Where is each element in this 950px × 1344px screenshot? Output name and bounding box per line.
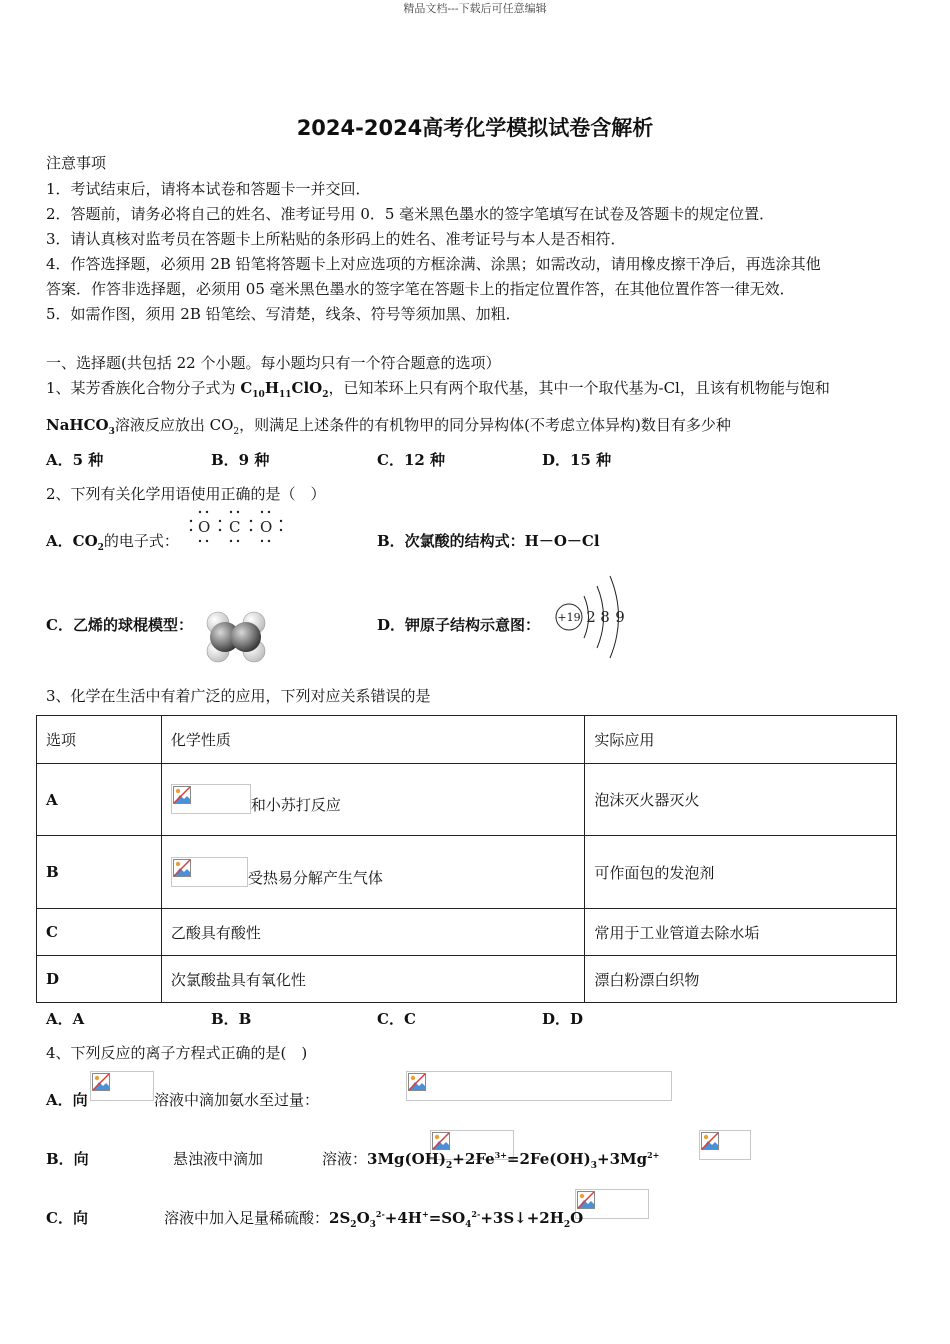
table-cell-use: 可作面包的发泡剂 [585,836,897,909]
q3-option-d: D．D [542,1010,584,1028]
q3-stem: 3、化学在生活中有着广泛的应用，下列对应关系错误的是 [46,687,431,705]
page-header: 精品文档---下载后可任意编辑 [403,2,547,15]
q4-stem: 4、下列反应的离子方程式正确的是( ) [46,1044,308,1062]
broken-image-icon [701,1132,719,1150]
co2-electron-dot-diagram [186,508,286,546]
q4-option-c-label: C．向 [46,1209,88,1227]
broken-image-icon [92,1073,110,1091]
table-cell-use: 常用于工业管道去除水垢 [585,909,897,956]
table-cell-option: B [37,836,162,909]
svg-text:+19: +19 [557,611,581,624]
notice-item: 1．考试结束后，请将本试卷和答题卡一并交回． [46,180,371,198]
missing-image-placeholder [171,857,248,887]
q4-option-a-text: 溶液中滴加氨水至过量： [154,1091,320,1109]
table-header-cell: 选项 [37,716,162,764]
notice-item: 答案．作答非选择题，必须用 05 毫米黑色墨水的签字笔在答题卡上的指定位置作答，在其他位置作答一律无效． [46,280,795,298]
table-header-row [37,716,897,764]
q1-option-d: D．15 种 [542,451,612,469]
q2-stem: 2、下列有关化学用语使用正确的是（ ） [46,485,326,503]
table-cell-use: 漂白粉漂白织物 [585,956,897,1003]
svg-text:8: 8 [600,608,610,626]
q2-option-d: D．钾原子结构示意图： [377,616,541,634]
q2-option-b: B．次氯酸的结构式：H－O－Cl [377,532,600,550]
q1-option-a: A．5 种 [46,451,104,469]
notice-item: 2．答题前，请务必将自己的姓名、准考证号用 0．5 毫米黑色墨水的签字笔填写在试卷及答题卡的规定位置． [46,205,775,223]
table-row [37,909,897,956]
table-cell-property: 次氯酸盐具有氧化性 [161,956,585,1003]
table-cell-property: 和小苏打反应 [161,764,585,836]
svg-text:2: 2 [586,608,596,626]
table-header-cell: 化学性质 [161,716,585,764]
table-cell-property: 受热易分解产生气体 [161,836,585,909]
table-row [37,764,897,836]
table-cell-use: 泡沫灭火器灭火 [585,764,897,836]
table-header-cell: 实际应用 [585,716,897,764]
q1-option-c: C．12 种 [377,451,446,469]
broken-image-icon [173,859,191,877]
ethylene-ball-stick-model [200,608,272,666]
section-heading: 一、选择题(共包括 22 个小题。每小题均只有一个符合题意的选项） [46,354,501,372]
q1-line1: 1、某芳香族化合物分子式为 $C_{10}H_{11}ClO_2$，已知苯环上只有两个取代基，其中一个取代基为-Cl，且该有机物能与饱和 [46,379,830,400]
q2-option-a: A．$CO_2$的电子式： [46,532,179,553]
q4-option-b-text: 悬浊液中滴加 [173,1150,264,1168]
notice-item: 5．如需作图，须用 2B 铅笔绘、写清楚，线条、符号等须加黑、加粗． [46,305,521,323]
svg-text:O: O [260,518,273,536]
table-cell-option: D [37,956,162,1003]
q1-line2: NaHCO$_3$溶液反应放出 $CO_2$，则满足上述条件的有机物甲的同分异构体(不考虑立体异构)数目有多少种 [46,416,731,437]
table-row [37,956,897,1003]
notice-item: 3．请认真核对监考员在答题卡上所粘贴的条形码上的姓名、准考证号与本人是否相符． [46,230,626,248]
svg-text:O: O [198,518,211,536]
q4-option-b-label: B．向 [46,1150,89,1168]
q1-option-b: B．9 种 [211,451,270,469]
missing-image-placeholder [90,1071,154,1101]
q3-option-c: C．C [377,1010,416,1028]
q3-option-a: A．A [46,1010,85,1028]
notice-item: 4．作答选择题，必须用 2B 铅笔将答题卡上对应选项的方框涂满、涂黑；如需改动，请用橡皮擦干净后，再选涂其他 [46,255,821,273]
notice-heading: 注意事项 [46,154,107,172]
q2-option-c: C．乙烯的球棍模型： [46,616,193,634]
table-cell-option: A [37,764,162,836]
svg-text:C: C [229,518,241,536]
broken-image-icon [173,786,191,804]
page-title: 2024-2024高考化学模拟试卷含解析 [296,116,654,140]
missing-image-placeholder [699,1130,751,1160]
missing-image-placeholder [406,1071,672,1101]
table-cell-option: C [37,909,162,956]
q4-option-b-equation: 溶液：$3Mg(OH)_2+2Fe^{3+}=2Fe(OH)_3+3Mg^{2+}$ [322,1150,660,1171]
missing-image-placeholder [171,784,251,814]
potassium-atom-structure-diagram [553,570,633,665]
q4-option-c-equation: 溶液中加入足量稀硫酸：$2S_2O_3^{2-}+4H^+=SO_4^{2-}+3S↓+2H_2O$ [164,1209,584,1230]
table-cell-property: 乙酸具有酸性 [161,909,585,956]
missing-image-placeholder [575,1189,649,1219]
q3-table [36,715,897,1003]
q4-option-a-label: A．向 [46,1091,88,1109]
table-row [37,836,897,909]
svg-text:9: 9 [615,608,625,626]
q3-option-b: B．B [211,1010,252,1028]
broken-image-icon [408,1073,426,1091]
